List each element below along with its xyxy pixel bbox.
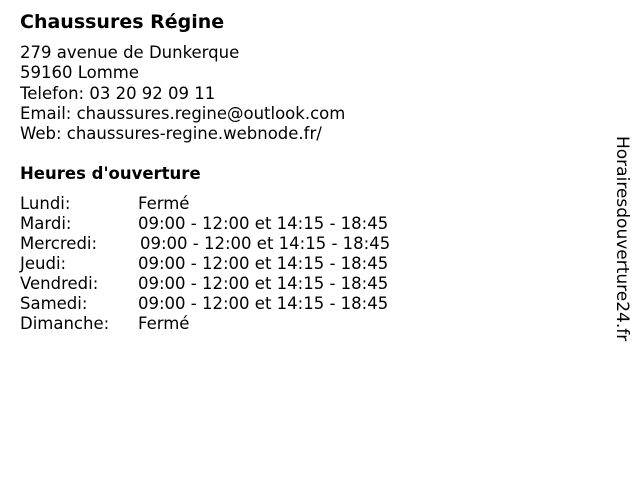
website-link[interactable]: Web: chaussures-regine.webnode.fr/	[20, 124, 322, 144]
opening-hours-heading: Heures d'ouverture	[20, 164, 201, 183]
day-label: Jeudi:	[20, 254, 67, 273]
time-value: 09:00 - 12:00 et 14:15 - 18:45	[138, 214, 389, 233]
site-watermark	[612, 136, 632, 372]
address-city: 59160 Lomme	[20, 63, 140, 83]
time-value: 09:00 - 12:00 et 14:15 - 18:45	[138, 294, 389, 313]
day-label: Mercredi:	[20, 234, 98, 253]
time-value: 09:00 - 12:00 et 14:15 - 18:45	[140, 234, 391, 253]
address-street: 279 avenue de Dunkerque	[20, 43, 240, 62]
time-value: 09:00 - 12:00 et 14:15 - 18:45	[138, 254, 389, 273]
email-address[interactable]: Email: chaussures.regine@outlook.com	[20, 103, 346, 123]
day-label: Mardi:	[20, 214, 72, 233]
day-label: Samedi:	[20, 294, 88, 313]
phone-number[interactable]: Telefon: 03 20 92 09 11	[20, 83, 216, 103]
day-label: Vendredi:	[20, 274, 99, 293]
time-value: Fermé	[138, 314, 190, 333]
day-label: Lundi:	[20, 194, 71, 213]
contact-block	[20, 43, 345, 144]
time-value: Fermé	[138, 194, 190, 213]
day-label: Dimanche:	[20, 314, 110, 333]
watermark-text: Horairesdouverture24.fr	[612, 136, 632, 342]
time-value: 09:00 - 12:00 et 14:15 - 18:45	[138, 274, 389, 293]
shop-name: Chaussures Régine	[20, 11, 225, 33]
